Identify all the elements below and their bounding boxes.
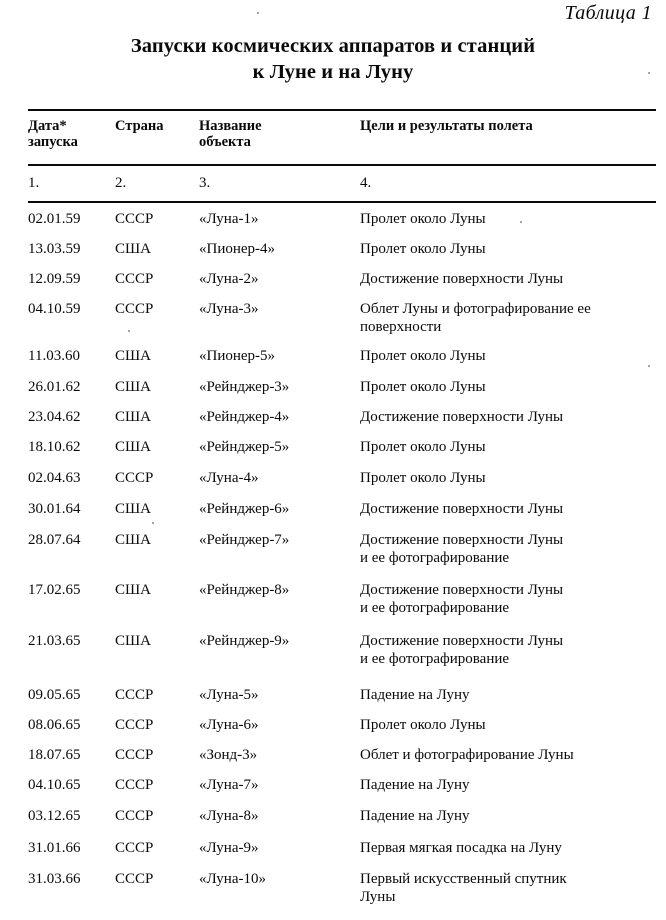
cell-country: США xyxy=(115,532,151,548)
cell-launch-date: 13.03.59 xyxy=(28,241,81,257)
cell-description-line-1: Достижение поверхности Луны xyxy=(360,409,564,425)
cell-launch-date: 30.01.64 xyxy=(28,501,81,517)
cell-description xyxy=(360,777,660,795)
cell-description-line-1: Пролет около Луны xyxy=(360,717,486,733)
cell-country: СССР xyxy=(115,717,154,733)
cell-country: СССР xyxy=(115,301,154,317)
cell-object-name: «Пионер-5» xyxy=(199,348,276,364)
cell-country: США xyxy=(115,241,151,257)
cell-description xyxy=(360,582,660,617)
cell-country: СССР xyxy=(115,871,154,887)
cell-launch-date: 03.12.65 xyxy=(28,808,81,824)
cell-object-name: «Луна-5» xyxy=(199,687,259,703)
column-number-3: 3. xyxy=(199,175,211,191)
cell-description-line-1: Пролет около Луны xyxy=(360,470,486,486)
cell-country: США xyxy=(115,501,151,517)
cell-description xyxy=(360,409,660,427)
cell-description xyxy=(360,808,660,826)
cell-description xyxy=(360,532,660,567)
cell-object-name: «Луна-2» xyxy=(199,271,259,287)
column-number-1: 1. xyxy=(28,175,40,191)
scan-speck xyxy=(520,221,522,223)
table-rule-top xyxy=(28,109,656,111)
column-header-description-label: Цели и результаты полета xyxy=(360,118,533,134)
column-header-object-line1: Название xyxy=(199,118,262,134)
cell-launch-date: 09.05.65 xyxy=(28,687,81,703)
scan-speck xyxy=(257,12,259,14)
cell-object-name: «Луна-7» xyxy=(199,777,259,793)
scan-speck xyxy=(648,365,650,367)
table-number-caption: Таблица 1 xyxy=(564,2,652,24)
cell-description-line-2: поверхности xyxy=(360,318,442,335)
cell-object-name: «Пионер-4» xyxy=(199,241,276,257)
cell-country: США xyxy=(115,379,151,395)
column-header-date-line2: запуска xyxy=(28,134,78,150)
cell-country: СССР xyxy=(115,211,154,227)
cell-country: США xyxy=(115,439,151,455)
cell-country: СССР xyxy=(115,840,154,856)
cell-launch-date: 04.10.65 xyxy=(28,777,81,793)
cell-launch-date: 17.02.65 xyxy=(28,582,81,598)
cell-description-line-1: Достижение поверхности Луны xyxy=(360,501,564,517)
cell-launch-date: 23.04.62 xyxy=(28,409,81,425)
cell-description xyxy=(360,379,660,397)
cell-object-name: «Луна-1» xyxy=(199,211,259,227)
cell-description xyxy=(360,871,660,906)
cell-launch-date: 26.01.62 xyxy=(28,379,81,395)
column-header-description xyxy=(360,118,660,134)
title-line-2: к Луне и на Луну xyxy=(252,61,414,83)
cell-description xyxy=(360,271,660,289)
cell-object-name: «Рейнджер-3» xyxy=(199,379,290,395)
cell-object-name: «Луна-3» xyxy=(199,301,259,317)
cell-description-line-1: Первый искусственный спутник xyxy=(360,871,567,887)
cell-object-name: «Зонд-3» xyxy=(199,747,258,763)
cell-launch-date: 28.07.64 xyxy=(28,532,81,548)
cell-country: СССР xyxy=(115,687,154,703)
cell-description xyxy=(360,717,660,735)
cell-description xyxy=(360,501,660,519)
cell-description-line-1: Достижение поверхности Луны xyxy=(360,633,564,649)
cell-country: США xyxy=(115,409,151,425)
cell-object-name: «Луна-10» xyxy=(199,871,266,887)
cell-description-line-1: Падение на Луну xyxy=(360,808,470,824)
scan-speck xyxy=(152,522,154,524)
cell-description-line-2: и ее фотографирование xyxy=(360,599,510,616)
cell-object-name: «Луна-4» xyxy=(199,470,259,486)
column-header-country-label: Страна xyxy=(115,118,164,134)
cell-description xyxy=(360,747,660,765)
cell-country: США xyxy=(115,582,151,598)
cell-description-line-2: и ее фотографирование xyxy=(360,650,510,667)
cell-country: СССР xyxy=(115,470,154,486)
cell-country: СССР xyxy=(115,777,154,793)
cell-launch-date: 02.04.63 xyxy=(28,470,81,486)
cell-description xyxy=(360,470,660,488)
column-header-object xyxy=(199,118,354,150)
cell-description-line-1: Первая мягкая посадка на Луну xyxy=(360,840,562,856)
cell-description-line-1: Пролет около Луны xyxy=(360,211,486,227)
cell-description-line-1: Облет и фотографирование Луны xyxy=(360,747,574,763)
cell-description xyxy=(360,348,660,366)
cell-object-name: «Луна-8» xyxy=(199,808,259,824)
cell-description-line-1: Облет Луны и фотографирование ее xyxy=(360,301,591,317)
column-header-country xyxy=(115,118,195,134)
cell-country: США xyxy=(115,348,151,364)
cell-object-name: «Рейнджер-8» xyxy=(199,582,290,598)
title-line-1: Запуски космических аппаратов и станций xyxy=(130,35,536,57)
page-title xyxy=(0,33,666,85)
cell-object-name: «Рейнджер-9» xyxy=(199,633,290,649)
cell-launch-date: 02.01.59 xyxy=(28,211,81,227)
scan-speck xyxy=(648,72,650,74)
cell-country: США xyxy=(115,633,151,649)
cell-description-line-1: Падение на Луну xyxy=(360,687,470,703)
cell-object-name: «Луна-6» xyxy=(199,717,259,733)
column-header-date xyxy=(28,118,112,150)
cell-object-name: «Рейнджер-4» xyxy=(199,409,290,425)
cell-description xyxy=(360,211,660,229)
cell-description xyxy=(360,241,660,259)
cell-launch-date: 12.09.59 xyxy=(28,271,81,287)
cell-launch-date: 31.03.66 xyxy=(28,871,81,887)
column-number-4: 4. xyxy=(360,175,372,191)
cell-description xyxy=(360,439,660,457)
cell-description-line-1: Достижение поверхности Луны xyxy=(360,271,564,287)
table-rule-middle xyxy=(28,164,656,166)
cell-object-name: «Рейнджер-6» xyxy=(199,501,290,517)
scan-speck xyxy=(128,330,130,332)
cell-description-line-2: и ее фотографирование xyxy=(360,549,510,566)
column-header-object-line2: объекта xyxy=(199,134,251,150)
cell-description-line-1: Пролет около Луны xyxy=(360,439,486,455)
cell-country: СССР xyxy=(115,271,154,287)
table-rule-bottom xyxy=(28,201,656,203)
cell-description-line-1: Пролет около Луны xyxy=(360,241,486,257)
cell-description-line-1: Пролет около Луны xyxy=(360,379,486,395)
cell-launch-date: 11.03.60 xyxy=(28,348,80,364)
cell-description xyxy=(360,633,660,668)
cell-description-line-1: Достижение поверхности Луны xyxy=(360,582,564,598)
cell-country: СССР xyxy=(115,747,154,763)
cell-description-line-1: Пролет около Луны xyxy=(360,348,486,364)
cell-launch-date: 18.10.62 xyxy=(28,439,81,455)
column-header-date-line1: Дата* xyxy=(28,118,67,134)
cell-launch-date: 18.07.65 xyxy=(28,747,81,763)
cell-launch-date: 04.10.59 xyxy=(28,301,81,317)
cell-object-name: «Рейнджер-7» xyxy=(199,532,290,548)
cell-description-line-2: Луны xyxy=(360,888,396,905)
cell-country: СССР xyxy=(115,808,154,824)
cell-object-name: «Луна-9» xyxy=(199,840,259,856)
cell-object-name: «Рейнджер-5» xyxy=(199,439,290,455)
cell-launch-date: 08.06.65 xyxy=(28,717,81,733)
cell-description xyxy=(360,301,660,336)
cell-description xyxy=(360,840,660,858)
cell-launch-date: 21.03.65 xyxy=(28,633,81,649)
cell-description-line-1: Падение на Луну xyxy=(360,777,470,793)
column-number-2: 2. xyxy=(115,175,127,191)
cell-launch-date: 31.01.66 xyxy=(28,840,81,856)
cell-description-line-1: Достижение поверхности Луны xyxy=(360,532,564,548)
cell-description xyxy=(360,687,660,705)
